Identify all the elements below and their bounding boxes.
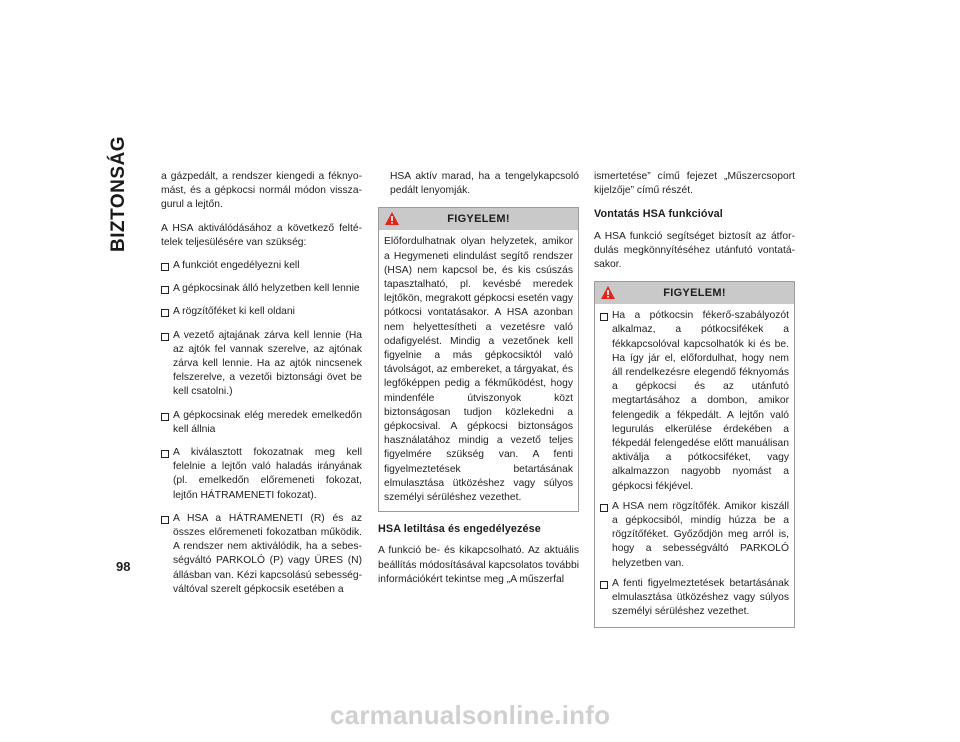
paragraph: ismertetése” című fejezet „Műszercsoport kijelzője” című részét. <box>594 171 795 197</box>
condition-list <box>161 259 362 597</box>
list-item: A fenti figyelmeztetések betartásának elmulasztása ütközéshez vagy súlyos személyi sérüléshez vezethet. <box>600 577 789 620</box>
column-1 <box>161 170 362 606</box>
list-item: A funkciót engedélyezni kell <box>161 259 362 273</box>
list-item: A gépkocsinak elég meredek emelkedőn kell állnia <box>161 409 362 437</box>
section-title: BIZTONSÁG <box>108 135 129 252</box>
warning-body <box>595 304 794 627</box>
subheading: Vontatás HSA funkcióval <box>594 208 723 221</box>
checkbox-bullet-icon <box>161 309 169 317</box>
list-item: A gépkocsinak álló helyzetben kell lennie <box>161 282 362 296</box>
checkbox-bullet-icon <box>600 313 608 321</box>
list-item: A vezető ajtajának zárva kell lennie (Ha az ajtók fel vannak szerelve, az ajtónak zárva kell lennie. Ha az ajtók nincsenek felszerelve, a vezetői biztonsági övet be kell csatolni.) <box>161 329 362 400</box>
paragraph: A HSA funkció segítséget biztosít az átfordulás megkönnyítéséhez utánfutó vontatásakor. <box>594 230 795 271</box>
paragraph: HSA aktív marad, ha a tengelykapcsoló pedált lenyomják. <box>390 171 579 197</box>
column-2 <box>378 170 579 596</box>
warning-triangle-icon <box>600 285 616 300</box>
list-item: A kiválasztott fokozatnak meg kell felelnie a lejtőn való haladás irányának (pl. emelkedőn előremeneti fokozat, lejtőn HÁTRAMENETI fokozat). <box>161 446 362 503</box>
subheading: HSA letiltása és engedélyezése <box>378 523 541 536</box>
page-number: 98 <box>116 559 131 574</box>
checkbox-bullet-icon <box>161 516 169 524</box>
list-item: Ha a pótkocsin fékerő-szabályozót alkalmaz, a pótkocsifékek a fékkapcsolóval kapcsolhatók ki és be. Ha így jár el, előfordulhat, hogy nem áll rendelkezésre elegendő féknyomás a gépkocsi és az utánfutó megtartásához a dombon, amikor felengedik a fékpedált. A lejtőn való legurulás elkerülése érdekében a fékpedál felengedése előtt manuálisan aktiválja a pótkocsiféket, vagy alkalmazzon nagyobb nyomást a gépkocsi fékjével. <box>600 309 789 494</box>
checkbox-bullet-icon <box>161 333 169 341</box>
column-3 <box>594 170 795 638</box>
list-item: A HSA a HÁTRAMENETI (R) és az összes előremeneti fokozatban működik. A rendszer nem aktiválódik, ha a sebességváltó PARKOLÓ (P) vagy ÜRES (N) állásban van. Kézi kapcsolású sebességváltóval szerelt gépkocsik esetében a <box>161 512 362 597</box>
warning-list <box>600 309 789 619</box>
checkbox-bullet-icon <box>161 450 169 458</box>
checkbox-bullet-icon <box>600 504 608 512</box>
list-item: A HSA nem rögzítőfék. Amikor kiszáll a gépkocsiból, mindig húzza be a rögzítőféket. Győződjön meg arról is, hogy a sebességváltó PARKOLÓ helyzetben van. <box>600 500 789 571</box>
warning-title: FIGYELEM! <box>663 287 726 300</box>
checkbox-bullet-icon <box>161 263 169 271</box>
warning-header <box>379 208 578 230</box>
checkbox-bullet-icon <box>161 286 169 294</box>
warning-triangle-icon <box>384 211 400 226</box>
warning-title: FIGYELEM! <box>447 213 510 226</box>
paragraph: A funkció be- és kikapcsolható. Az aktuális beállítás módosításával kapcsolatos további információkért tekintse meg „A műszerfal <box>378 545 579 585</box>
list-item: A rögzítőféket ki kell oldani <box>161 305 362 319</box>
warning-body <box>379 230 578 511</box>
checkbox-bullet-icon <box>161 413 169 421</box>
warning-box <box>378 207 579 512</box>
warning-header <box>595 282 794 304</box>
checkbox-bullet-icon <box>600 581 608 589</box>
watermark: carmanualsonline.info <box>330 700 611 730</box>
warning-text: Előfordulhatnak olyan helyzetek, amikor a Hegymeneti elindulást segítő rendszer (HSA) nem kapcsol be, és kis csúszás tapasztalható, pl. kevésbé meredek lejtőkön, megrakott gépkocsi esetén vagy pótkocsi vontatásakor. A HSA azonban nem helyettesítheti a vezetésre való odafigyelést. Mindig a vezetőnek kell figyelnie a más gépkocsiktól való távolságot, az embereket, a tárgyakat, és legfőképpen pedig a fékműködést, hogy mindenféle útviszonyok közt biztonságosan tudjon közlekedni a gépkocsival. A gépkocsi biztonságos használatához mindig a vezető teljes figyelmére szükség van. A fenti figyelmeztetések betartásának elmulasztása ütközéshez vagy súlyos személyi sérüléshez vezethet. <box>384 236 573 504</box>
paragraph: A HSA aktiválódásához a következő feltételek teljesülésére van szükség: <box>161 222 362 248</box>
warning-box <box>594 281 795 628</box>
paragraph: a gázpedált, a rendszer kiengedi a féknyomást, és a gépkocsi normál módon visszagurul a lejtőn. <box>161 171 362 211</box>
